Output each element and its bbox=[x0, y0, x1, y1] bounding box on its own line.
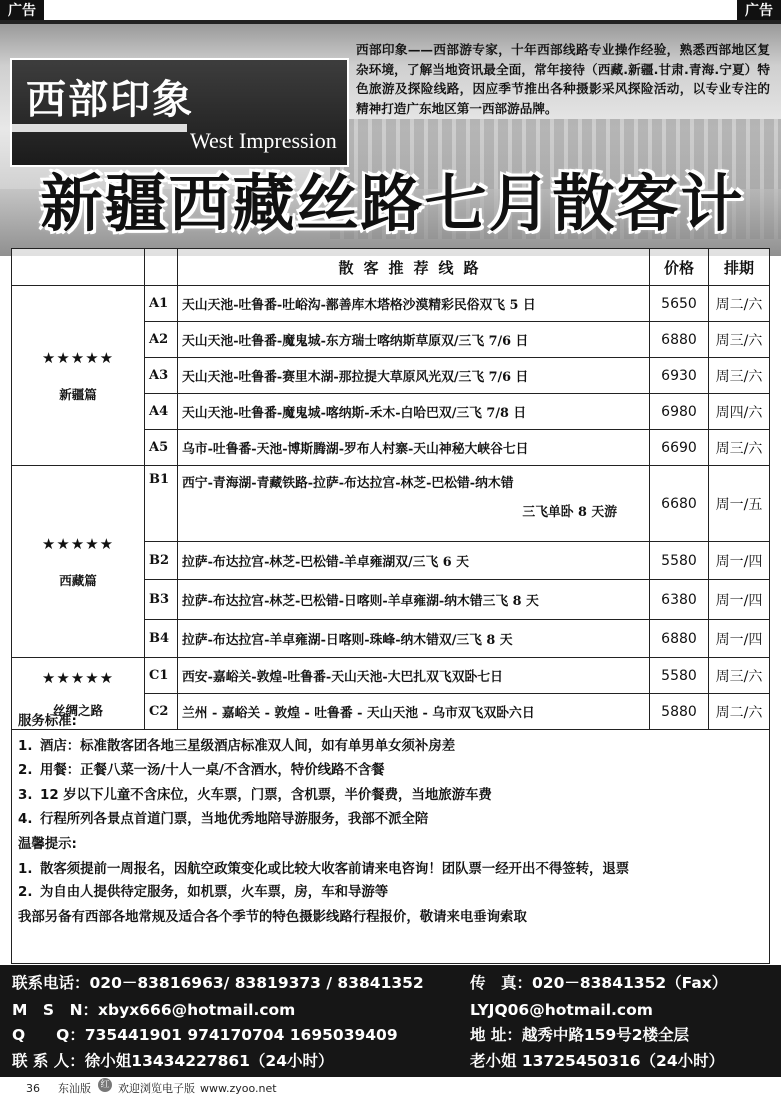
page-headline: 新疆西藏丝路七月散客计 bbox=[40, 167, 745, 240]
contact-address: 地 址：越秀中路159号2楼全层 bbox=[470, 1026, 690, 1044]
route-code: A3 bbox=[145, 358, 178, 394]
route-code: A4 bbox=[145, 394, 178, 430]
route-price: 6380 bbox=[650, 580, 709, 620]
route-price: 5580 bbox=[650, 542, 709, 580]
route-schedule: 周三/六 bbox=[709, 430, 770, 466]
route-desc: 天山天池-吐鲁番-吐峪沟-鄯善库木塔格沙漠精彩民俗双飞 5 日 bbox=[178, 286, 650, 322]
group-tibet bbox=[12, 466, 145, 658]
route-desc: 天山天池-吐鲁番-魔鬼城-东方瑞士喀纳斯草原双/三飞 7/6 日 bbox=[178, 322, 650, 358]
contact-fax: 传 真：020－83841352（Fax） bbox=[470, 974, 728, 992]
item-text: 酒店：标准散客团各地三星级酒店标准双人间，如有单男单女须补房差 bbox=[40, 738, 456, 754]
tip-item bbox=[18, 881, 768, 906]
route-code: C2 bbox=[145, 694, 178, 730]
page-footer bbox=[0, 1078, 781, 1100]
route-desc: 兰州 - 嘉峪关 - 敦煌 - 吐鲁番 - 天山天池 - 乌市双飞双卧六日 bbox=[178, 694, 650, 730]
route-code: B4 bbox=[145, 620, 178, 658]
item-text: 用餐：正餐八菜一汤/十人一桌/不含酒水，特价线路不含餐 bbox=[40, 763, 385, 778]
route-code: C1 bbox=[145, 658, 178, 694]
route-price: 6880 bbox=[650, 620, 709, 658]
route-desc: 西安-嘉峪关-敦煌-吐鲁番-天山天池-大巴扎双飞双卧七日 bbox=[178, 658, 650, 694]
quote-note: 我部另备有西部各地常规及适合各个季节的特色摄影线路行程报价，敬请来电垂询索取 bbox=[18, 909, 527, 925]
header-blank-code bbox=[145, 249, 178, 286]
item-number: 3. bbox=[18, 787, 33, 803]
header-price: 价格 bbox=[650, 249, 709, 286]
route-schedule: 周四/六 bbox=[709, 394, 770, 430]
services-section bbox=[18, 710, 768, 930]
contact-phone: 联系电话：020－83816963/ 83819373 / 83841352 bbox=[12, 974, 424, 992]
route-price: 6680 bbox=[650, 466, 709, 542]
route-desc: 拉萨-布达拉宫-林芝-巴松错-羊卓雍湖双/三飞 6 天 bbox=[178, 542, 650, 580]
service-item bbox=[18, 784, 768, 809]
service-item bbox=[18, 735, 768, 760]
logo-stripe bbox=[12, 124, 187, 132]
item-number: 1. bbox=[18, 862, 33, 877]
service-item bbox=[18, 808, 768, 833]
contact-qq: Q Q：735441901 974170704 1695039409 bbox=[12, 1026, 398, 1044]
contact-person: 联 系 人：徐小姐13434227861（24小时） bbox=[12, 1052, 334, 1070]
route-schedule: 周一/四 bbox=[709, 542, 770, 580]
route-desc: 天山天池-吐鲁番-赛里木湖-那拉提大草原风光双/三飞 7/6 日 bbox=[178, 358, 650, 394]
route-schedule: 周三/六 bbox=[709, 322, 770, 358]
route-code: B2 bbox=[145, 542, 178, 580]
logo-chinese: 西部印象 bbox=[26, 76, 194, 123]
route-desc: 乌市-吐鲁番-天池-博斯腾湖-罗布人村寨-天山神秘大峡谷七日 bbox=[178, 430, 650, 466]
route-schedule: 周三/六 bbox=[709, 658, 770, 694]
footer-url[interactable]: www.zyoo.net bbox=[200, 1082, 277, 1095]
route-schedule: 周一/五 bbox=[709, 466, 770, 542]
route-price: 6930 bbox=[650, 358, 709, 394]
services-title: 服务标准: bbox=[18, 714, 77, 729]
header-route: 散客推荐线路 bbox=[178, 249, 650, 286]
hero-banner bbox=[0, 24, 781, 256]
page-number: 36 bbox=[26, 1082, 40, 1095]
item-text: 为自由人提供待定服务，如机票，火车票，房，车和导游等 bbox=[40, 885, 389, 900]
brand-logo bbox=[10, 58, 349, 167]
contact-panel bbox=[0, 965, 781, 1077]
route-price: 6980 bbox=[650, 394, 709, 430]
service-item bbox=[18, 759, 768, 784]
route-code: A1 bbox=[145, 286, 178, 322]
route-code: A2 bbox=[145, 322, 178, 358]
route-table bbox=[11, 248, 770, 730]
star-rating: ★★★★★ bbox=[41, 668, 115, 687]
route-price: 5880 bbox=[650, 694, 709, 730]
ad-label-right: 广告 bbox=[737, 0, 781, 22]
route-desc-line2: 三飞单卧 8 天游 bbox=[522, 505, 617, 520]
footer-slogan: 欢迎浏览电子版 bbox=[118, 1082, 195, 1095]
zyoo-icon: 红 bbox=[98, 1078, 112, 1092]
contact-person-2: 老小姐 13725450316（24小时） bbox=[470, 1052, 725, 1070]
star-rating: ★★★★★ bbox=[41, 348, 115, 367]
item-number: 4. bbox=[18, 812, 33, 827]
star-rating: ★★★★★ bbox=[41, 534, 115, 553]
route-price: 6690 bbox=[650, 430, 709, 466]
tip-item bbox=[18, 857, 768, 881]
edition-label: 东汕版 bbox=[58, 1082, 91, 1095]
route-schedule: 周一/四 bbox=[709, 580, 770, 620]
table-row bbox=[12, 286, 770, 322]
item-number: 1. bbox=[18, 738, 33, 754]
table-row bbox=[12, 658, 770, 694]
route-price: 5650 bbox=[650, 286, 709, 322]
table-row bbox=[12, 466, 770, 542]
header-schedule: 排期 bbox=[709, 249, 770, 286]
item-text: 行程所列各景点首道门票，当地优秀地陪导游服务，我部不派全陪 bbox=[40, 812, 429, 827]
route-code: B1 bbox=[145, 466, 178, 542]
group-name: 丝绸之路 bbox=[52, 702, 103, 718]
contact-msn-2[interactable]: LYJQ06@hotmail.com bbox=[470, 1001, 653, 1019]
route-schedule: 周二/六 bbox=[709, 286, 770, 322]
tips-title: 温馨提示: bbox=[18, 836, 77, 852]
group-name: 新疆篇 bbox=[59, 386, 97, 402]
ad-label-left: 广告 bbox=[0, 0, 44, 22]
route-desc bbox=[178, 466, 650, 542]
route-price: 5580 bbox=[650, 658, 709, 694]
route-schedule: 周一/四 bbox=[709, 620, 770, 658]
intro-text: 西部印象——西部游专家，十年西部线路专业操作经验，熟悉西部地区复杂环境，了解当地资讯最全面，常年接待（西藏.新疆.甘肃.青海.宁夏）特色旅游及探险线路，因应季节推出各种摄影采风探险活动，以专业专注的精神打造广东地区第一西部游品牌。 bbox=[356, 42, 770, 116]
item-number: 2. bbox=[18, 763, 33, 778]
route-desc: 天山天池-吐鲁番-魔鬼城-喀纳斯-禾木-白哈巴双/三飞 7/8 日 bbox=[178, 394, 650, 430]
route-price: 6880 bbox=[650, 322, 709, 358]
route-schedule: 周二/六 bbox=[709, 694, 770, 730]
contact-msn[interactable]: M S N：xbyx666@hotmail.com bbox=[12, 1001, 296, 1019]
group-xinjiang bbox=[12, 286, 145, 466]
table-header bbox=[12, 249, 770, 286]
logo-english: West Impression bbox=[190, 128, 337, 153]
route-desc: 拉萨-布达拉宫-羊卓雍湖-日喀则-珠峰-纳木错双/三飞 8 天 bbox=[178, 620, 650, 658]
item-number: 2. bbox=[18, 885, 33, 900]
route-code: B3 bbox=[145, 580, 178, 620]
item-text: 12 岁以下儿童不含床位，火车票，门票，含机票，半价餐费，当地旅游车费 bbox=[40, 787, 492, 803]
group-name: 西藏篇 bbox=[59, 572, 97, 588]
route-code: A5 bbox=[145, 430, 178, 466]
route-schedule: 周三/六 bbox=[709, 358, 770, 394]
item-text: 散客须提前一周报名，因航空政策变化或比较大收客前请来电咨询！团队票一经开出不得签转，退票 bbox=[40, 862, 630, 877]
route-desc: 拉萨-布达拉宫-林芝-巴松错-日喀则-羊卓雍湖-纳木错三飞 8 天 bbox=[178, 580, 650, 620]
header-blank-cat bbox=[12, 249, 145, 286]
route-desc-line1: 西宁-青海湖-青藏铁路-拉萨-布达拉宫-林芝-巴松错-纳木错 bbox=[182, 476, 514, 491]
